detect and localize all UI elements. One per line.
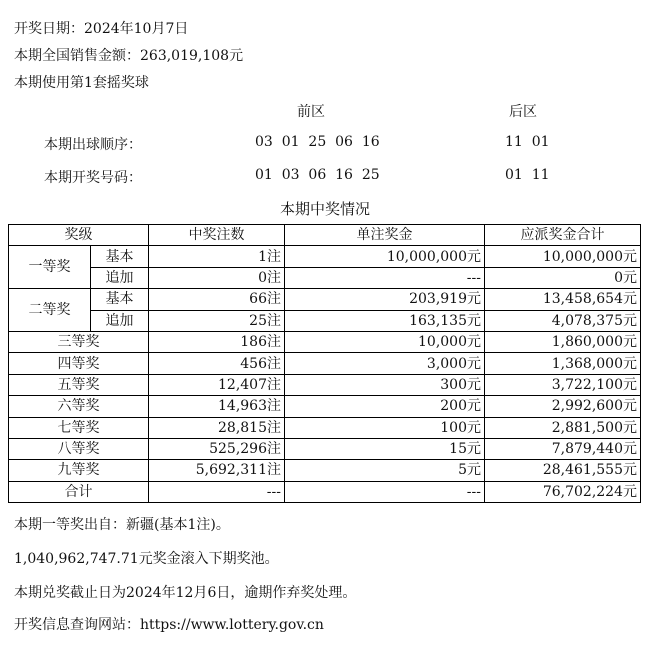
sub-level-cell: 基本 xyxy=(91,246,149,267)
count-cell: 66注 xyxy=(149,289,285,310)
total-cell: 0元 xyxy=(485,267,641,288)
total-cell: 4,078,375元 xyxy=(485,310,641,331)
prize-cell: 3,000元 xyxy=(285,353,485,374)
table-header-row xyxy=(9,225,641,246)
prize-cell: 203,919元 xyxy=(285,289,485,310)
prize-cell: --- xyxy=(285,267,485,288)
table-row xyxy=(9,267,641,288)
table-row xyxy=(9,374,641,395)
draw-date: 开奖日期：2024年10月7日 xyxy=(14,21,189,37)
count-cell: 525,296注 xyxy=(149,438,285,459)
header-prize: 单注奖金 xyxy=(285,225,485,246)
level-cell: 八等奖 xyxy=(9,438,149,459)
table-row xyxy=(9,353,641,374)
level-cell: 二等奖 xyxy=(9,289,91,332)
total-cell: 10,000,000元 xyxy=(485,246,641,267)
sub-level-cell: 基本 xyxy=(91,289,149,310)
level-cell: 九等奖 xyxy=(9,460,149,481)
back-zone-label: 后区 xyxy=(509,104,537,120)
level-cell: 三等奖 xyxy=(9,331,149,352)
count-cell: --- xyxy=(149,481,285,502)
rollover-note: 1,040,962,747.71元奖金滚入下期奖池。 xyxy=(14,551,279,567)
level-cell: 七等奖 xyxy=(9,417,149,438)
count-cell: 14,963注 xyxy=(149,396,285,417)
table-row xyxy=(9,310,641,331)
count-cell: 5,692,311注 xyxy=(149,460,285,481)
draw-order-front: 03 01 25 06 16 xyxy=(255,134,380,150)
draw-order-label: 本期出球顺序： xyxy=(44,137,142,153)
level-cell: 四等奖 xyxy=(9,353,149,374)
count-cell: 25注 xyxy=(149,310,285,331)
table-caption: 本期中奖情况 xyxy=(279,200,370,218)
prize-cell: 200元 xyxy=(285,396,485,417)
table-row xyxy=(9,396,641,417)
winning-numbers-front: 01 03 06 16 25 xyxy=(255,167,380,183)
total-cell: 1,860,000元 xyxy=(485,331,641,352)
level-cell: 一等奖 xyxy=(9,246,91,289)
table-row xyxy=(9,460,641,481)
prize-table xyxy=(8,224,641,503)
prize-cell: 10,000元 xyxy=(285,331,485,352)
header-count: 中奖注数 xyxy=(149,225,285,246)
prize-cell: 5元 xyxy=(285,460,485,481)
total-cell: 3,722,100元 xyxy=(485,374,641,395)
prize-cell: 10,000,000元 xyxy=(285,246,485,267)
level-cell: 六等奖 xyxy=(9,396,149,417)
table-row xyxy=(9,331,641,352)
deadline-note: 本期兑奖截止日为2024年12月6日，逾期作弃奖处理。 xyxy=(14,585,357,601)
count-cell: 186注 xyxy=(149,331,285,352)
ball-set: 本期使用第1套摇奖球 xyxy=(14,75,149,91)
winning-numbers-label: 本期开奖号码： xyxy=(44,170,142,186)
header-total: 应派奖金合计 xyxy=(485,225,641,246)
prize-cell: --- xyxy=(285,481,485,502)
table-row xyxy=(9,438,641,459)
total-cell: 7,879,440元 xyxy=(485,438,641,459)
count-cell: 0注 xyxy=(149,267,285,288)
draw-order-back: 11 01 xyxy=(505,134,550,150)
prize-cell: 300元 xyxy=(285,374,485,395)
total-cell: 1,368,000元 xyxy=(485,353,641,374)
level-cell: 合计 xyxy=(9,481,149,502)
total-cell: 2,992,600元 xyxy=(485,396,641,417)
table-row xyxy=(9,289,641,310)
count-cell: 28,815注 xyxy=(149,417,285,438)
total-cell: 28,461,555元 xyxy=(485,460,641,481)
level-cell: 五等奖 xyxy=(9,374,149,395)
table-total-row xyxy=(9,481,641,502)
table-row xyxy=(9,246,641,267)
total-cell: 13,458,654元 xyxy=(485,289,641,310)
prize-cell: 100元 xyxy=(285,417,485,438)
sub-level-cell: 追加 xyxy=(91,267,149,288)
sub-level-cell: 追加 xyxy=(91,310,149,331)
prize-cell: 163,135元 xyxy=(285,310,485,331)
website-note: 开奖信息查询网站：https://www.lottery.gov.cn xyxy=(14,617,324,633)
front-zone-label: 前区 xyxy=(297,104,325,120)
first-prize-origin: 本期一等奖出自：新疆(基本1注)。 xyxy=(14,517,230,533)
count-cell: 12,407注 xyxy=(149,374,285,395)
header-level: 奖级 xyxy=(9,225,149,246)
prize-cell: 15元 xyxy=(285,438,485,459)
sales-amount: 本期全国销售金额：263,019,108元 xyxy=(14,48,244,64)
count-cell: 456注 xyxy=(149,353,285,374)
total-cell: 76,702,224元 xyxy=(485,481,641,502)
winning-numbers-back: 01 11 xyxy=(505,167,550,183)
table-row xyxy=(9,417,641,438)
total-cell: 2,881,500元 xyxy=(485,417,641,438)
count-cell: 1注 xyxy=(149,246,285,267)
